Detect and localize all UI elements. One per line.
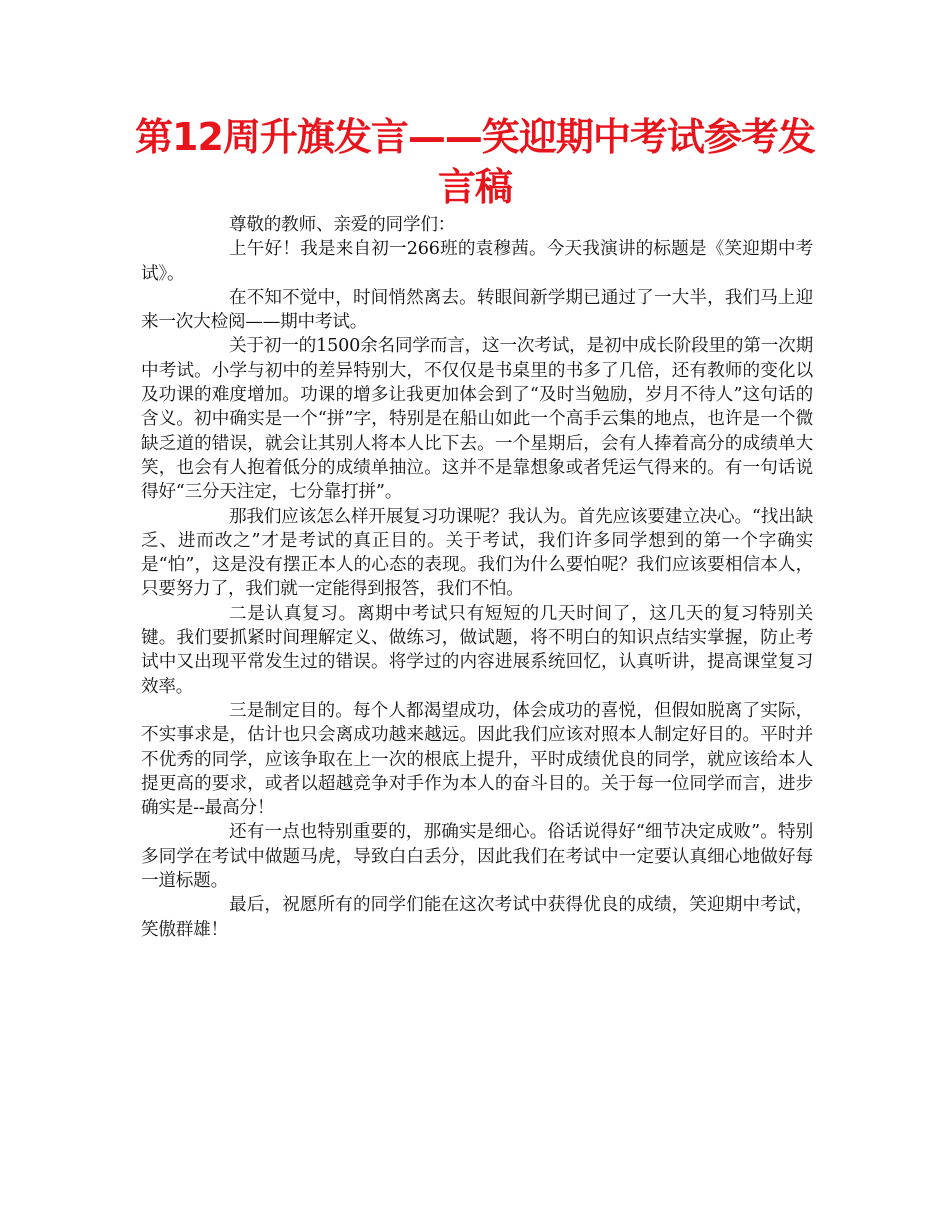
paragraph-carefulness: 还有一点也特别重要的，那确实是细心。俗话说得好“细节决定成败”。特别多同学在考试中做题马虎，导致白白丢分，因此我们在考试中一定要认真细心地做好每一道标题。: [141, 822, 813, 892]
document-body: [141, 213, 813, 942]
paragraph-greeting: 上午好！我是来自初一266班的袁穆茜。今天我演讲的标题是《笑迎期中考试》。: [141, 239, 813, 284]
paragraph-intro: 在不知不觉中，时间悄然离去。转眼间新学期已通过了一大半，我们马上迎来一次大检阅——期中考试。: [141, 287, 813, 333]
paragraph-resolve: 那我们应该怎么样开展复习功课呢？我认为。首先应该要建立决心。“找出缺乏、进而改之”才是考试的真正目的。关于考试，我们许多同学想到的第一个字确实是“怕”，这是没有摆正本人的心态的表现。我们为什么要怕呢？我们应该要相信本人，只要努力了，我们就一定能得到报答，我们不怕。: [141, 506, 813, 600]
paragraph-closing: 最后，祝愿所有的同学们能在这次考试中获得优良的成绩，笑迎期中考试，笑傲群雄！: [141, 895, 813, 940]
salutation: 尊敬的教师、亲爱的同学们：: [229, 215, 456, 235]
paragraph-goals: 三是制定目的。每个人都渴望成功，体会成功的喜悦，但假如脱离了实际，不实事求是，估计也只会离成功越来越远。因此我们应该对照本人制定好目的。平时并不优秀的同学，应该争取在上一次的根底上提升，平时成绩优良的同学，就应该给本人提更高的要求，或者以超越竞争对手作为本人的奋斗目的。关于每一位同学而言，进步确实是--最高分！: [141, 700, 813, 819]
paragraph-first-exam: 关于初一的1500余名同学而言，这一次考试，是初中成长阶段里的第一次期中考试。小学与初中的差异特别大，不仅仅是书桌里的书多了几倍，还有教师的变化以及功课的难度增加。功课的增多让我更加体会到了“及时当勉励，岁月不待人”这句话的含义。初中确实是一个“拼”字，特别是在船山如此一个高手云集的地点，也许是一个微缺乏道的错误，就会让其别人将本人比下去。一个星期后，会有人捧着高分的成绩单大笑，也会有人抱着低分的成绩单抽泣。这并不是靠想象或者凭运气得来的。有一句话说得好“三分天注定，七分靠打拼”。: [141, 336, 813, 503]
paragraph-review: 二是认真复习。离期中考试只有短短的几天时间了，这几天的复习特别关键。我们要抓紧时间理解定义、做练习，做试题，将不明白的知识点结实掌握，防止考试中又出现平常发生过的错误。将学过的内容进展系统回忆，认真听讲，提高课堂复习效率。: [141, 603, 813, 697]
document-title: 第12周升旗发言——笑迎期中考试参考发言稿: [135, 115, 815, 209]
